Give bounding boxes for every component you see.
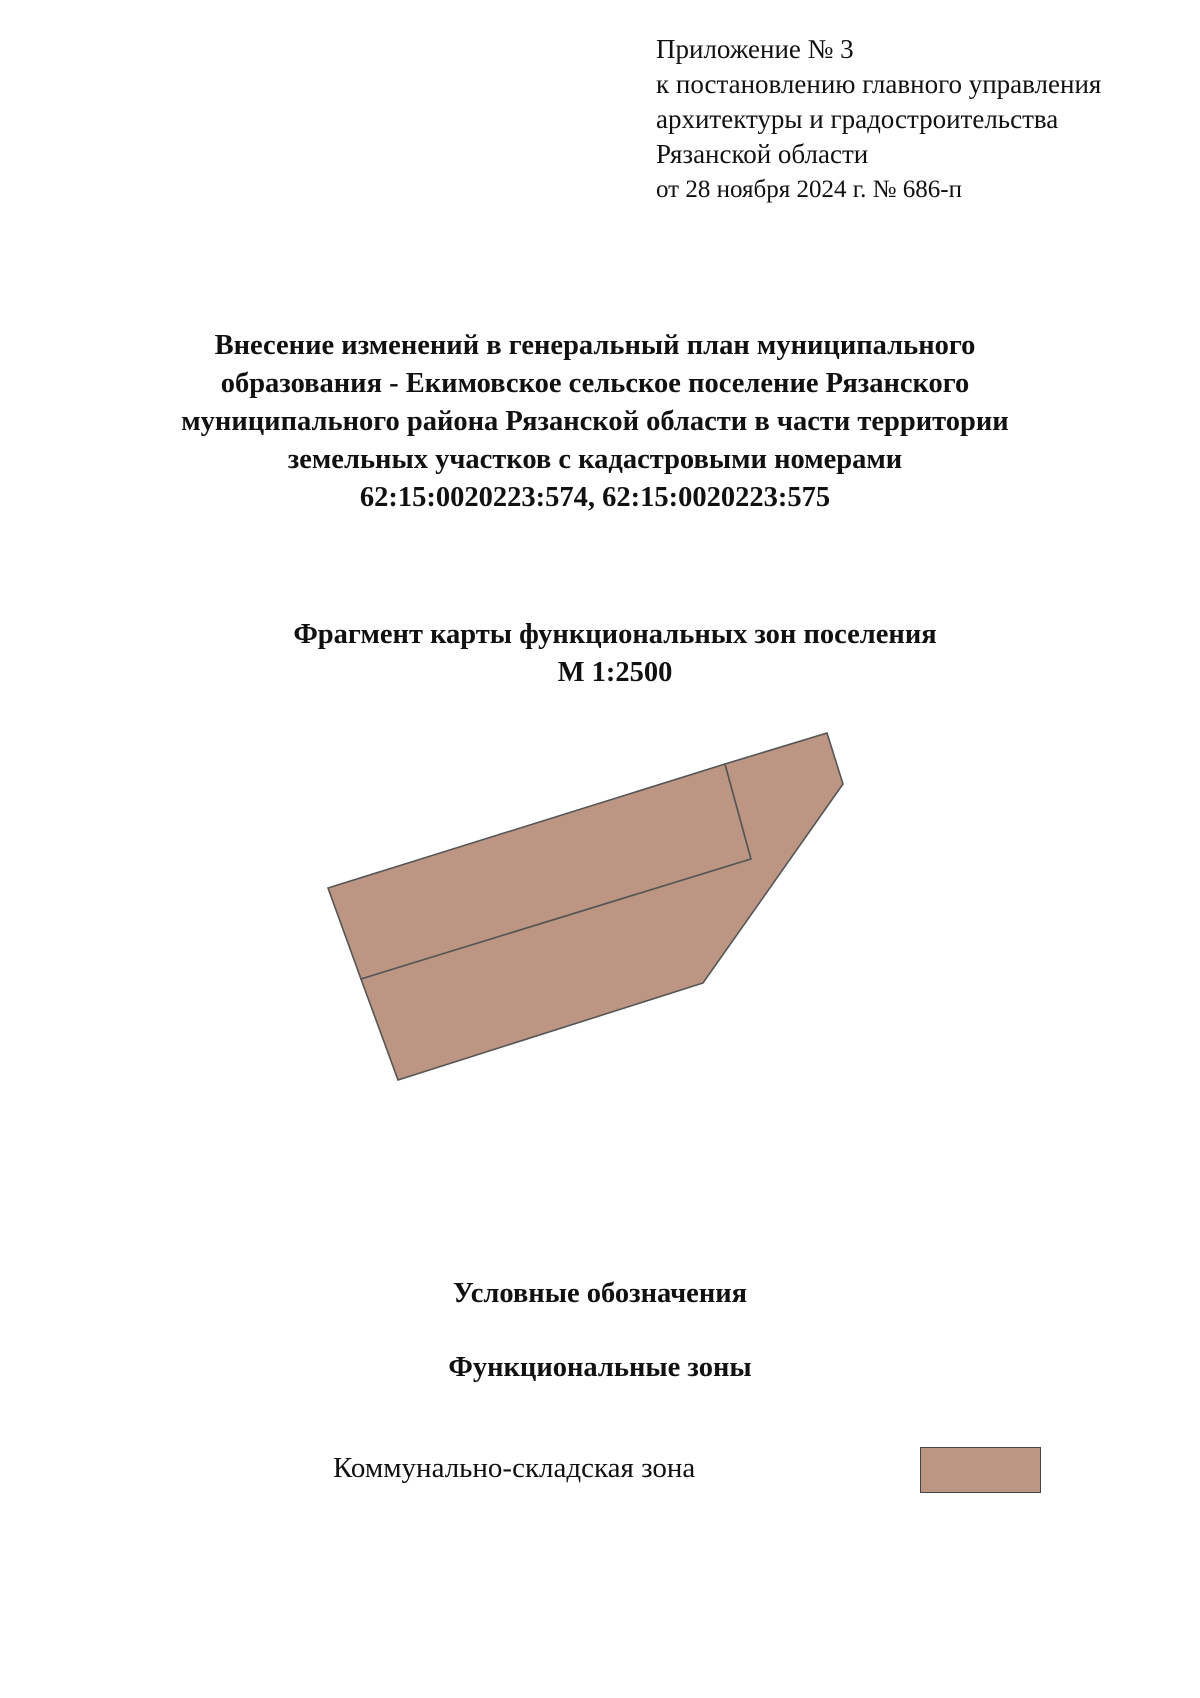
title-line-3: муниципального района Рязанской области в части территории [181, 406, 1009, 437]
map-heading-text: Фрагмент карты функциональных зон поселения [293, 619, 937, 650]
legend-subtitle: Функциональные зоны [448, 1352, 752, 1383]
appendix-authority: архитектуры и градостроительства [656, 104, 1059, 134]
document-title [60, 327, 1130, 517]
appendix-date-number: от 28 ноября 2024 г. № 686-п [656, 176, 962, 203]
appendix-block [656, 32, 1101, 207]
parcel-lower [361, 733, 843, 1080]
legend-title: Условные обозначения [452, 1278, 748, 1309]
map-heading [60, 616, 1170, 692]
title-line-2: образования - Екимовское сельское поселение Рязанского [220, 368, 970, 399]
parcel-upper [328, 764, 751, 979]
title-line-5: 62:15:0020223:574, 62:15:0020223:575 [359, 482, 831, 513]
title-line-4: земельных участков с кадастровыми номерами [287, 444, 903, 475]
title-line-1: Внесение изменений в генеральный план муниципального [214, 330, 976, 361]
appendix-resolution-ref: к постановлению главного управления [656, 69, 1102, 99]
legend-item-swatch [920, 1447, 1041, 1493]
appendix-number: Приложение № 3 [656, 34, 854, 64]
legend-item-label: Коммунально-складская зона [333, 1452, 696, 1484]
appendix-region: Рязанской области [656, 139, 869, 169]
map-scale: М 1:2500 [557, 657, 673, 688]
